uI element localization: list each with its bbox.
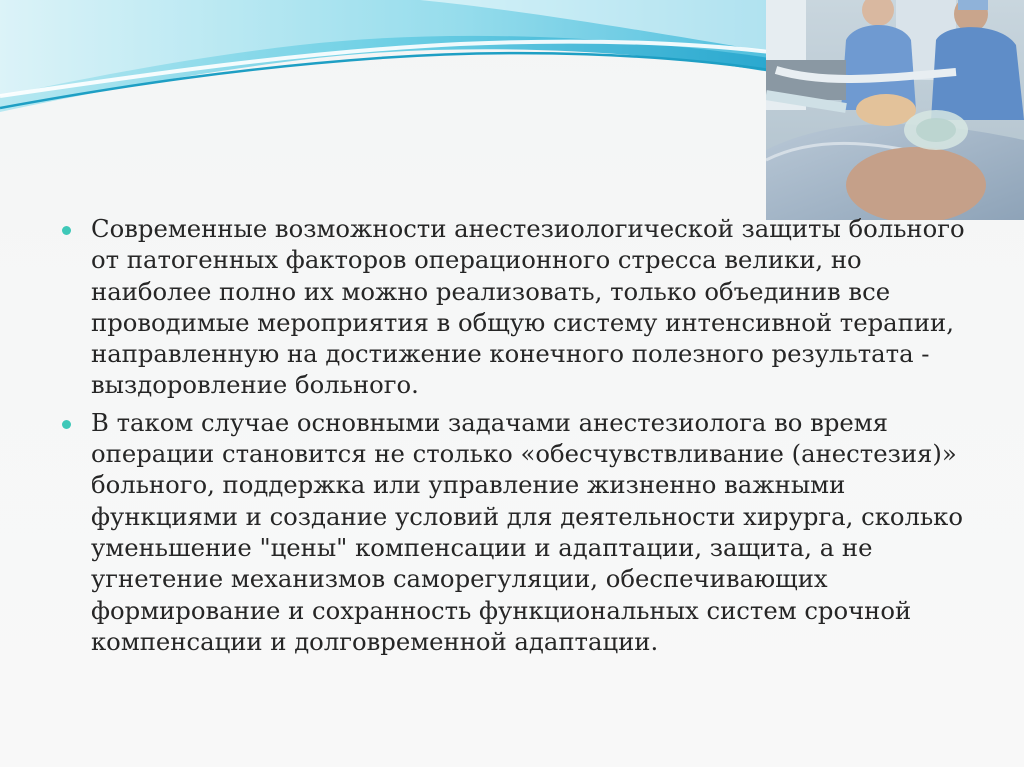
bullet-dot-icon <box>62 226 71 235</box>
bullet-item <box>60 213 965 401</box>
operating-room-photo <box>766 0 1024 220</box>
bullet-dot-icon <box>62 420 71 429</box>
bullet-list <box>60 213 965 663</box>
bullet-text: В таком случае основными задачами анестезиолога во время операции становится не столько «обесчувствливание (анестезия)» больного, поддержка или управление жизненно важными функциями и создание условий для деятельности хирурга, сколько уменьшение "цены" компенсации и адаптации, защита, а не угнетение механизмов саморегуляции, обеспечивающих формирование и сохранность функциональных систем срочной компенсации и долговременной адаптации. <box>91 407 963 656</box>
bullet-text: Современные возможности анестезиологической защиты больного от патогенных факторов операционного стресса велики, но наиболее полно их можно реализовать, только объединив все проводимые мероприятия в общую систему интенсивной терапии, направленную на достижение конечного полезного результата - выздоровление больного. <box>91 214 965 400</box>
bullet-item <box>60 407 965 657</box>
